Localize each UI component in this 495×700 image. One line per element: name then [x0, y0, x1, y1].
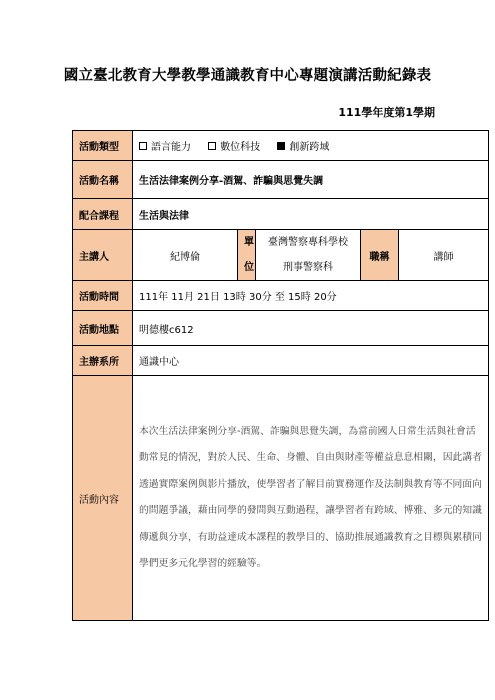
label-speaker: 主講人	[73, 230, 133, 281]
checkbox-checked-icon	[277, 142, 285, 150]
row-organizer	[73, 346, 489, 376]
row-speaker	[73, 230, 489, 281]
option-innovation[interactable]: 創新跨域	[277, 142, 329, 153]
label-place: 活動地點	[73, 311, 133, 346]
activity-record-form	[72, 130, 489, 621]
value-activity-name: 生活法律案例分享-酒駕、詐騙與思覺失調	[133, 161, 489, 199]
label-rank: 職稱	[361, 230, 399, 281]
label-activity-type: 活動類型	[73, 131, 133, 161]
row-activity-type	[73, 131, 489, 161]
checkbox-icon	[208, 142, 216, 150]
label-organizer: 主辦系所	[73, 346, 133, 376]
value-unit: 臺灣警察專科學校 刑事警察科	[256, 230, 361, 281]
option-digital[interactable]: 數位科技	[208, 142, 260, 153]
label-unit: 單 位	[238, 230, 256, 281]
row-place	[73, 311, 489, 346]
label-time: 活動時間	[73, 281, 133, 311]
row-content	[73, 376, 489, 621]
label-course: 配合課程	[73, 199, 133, 230]
value-content: 本次生活法律案例分享-酒駕、詐騙與思覺失調，為當前國人日常生活與社會活動常見的情況，對於人民、生命、身體、自由與財產等權益息息相關，因此講者透過實際案例與影片播放，使學習者了解目前實務運作及法制與教育等不同面向的問題爭議，藉由同學的發問與互動過程，讓學習者有跨域、博雅、多元的知識傳遞與分享，有助益達成本課程的教學目的、協助推展通識教育之目標與累積同學們更多元化學習的經驗等。	[133, 376, 489, 621]
document-title: 國立臺北教育大學教學通識教育中心專題演講活動紀錄表	[63, 68, 432, 84]
value-place: 明德樓c612	[133, 311, 489, 346]
row-time	[73, 281, 489, 311]
row-activity-name	[73, 161, 489, 199]
value-organizer: 通識中心	[133, 346, 489, 376]
value-time: 111年 11月 21日 13時 30分 至 15時 20分	[133, 281, 489, 311]
option-language[interactable]: 語言能力	[139, 142, 191, 153]
activity-type-options	[133, 131, 489, 161]
checkbox-icon	[139, 142, 147, 150]
value-course: 生活與法律	[133, 199, 489, 230]
value-rank: 講師	[399, 230, 489, 281]
label-activity-name: 活動名稱	[73, 161, 133, 199]
label-content: 活動內容	[73, 376, 133, 621]
term-label: 111學年度第1學期	[338, 106, 435, 119]
row-course	[73, 199, 489, 230]
value-speaker: 紀博倫	[133, 230, 238, 281]
